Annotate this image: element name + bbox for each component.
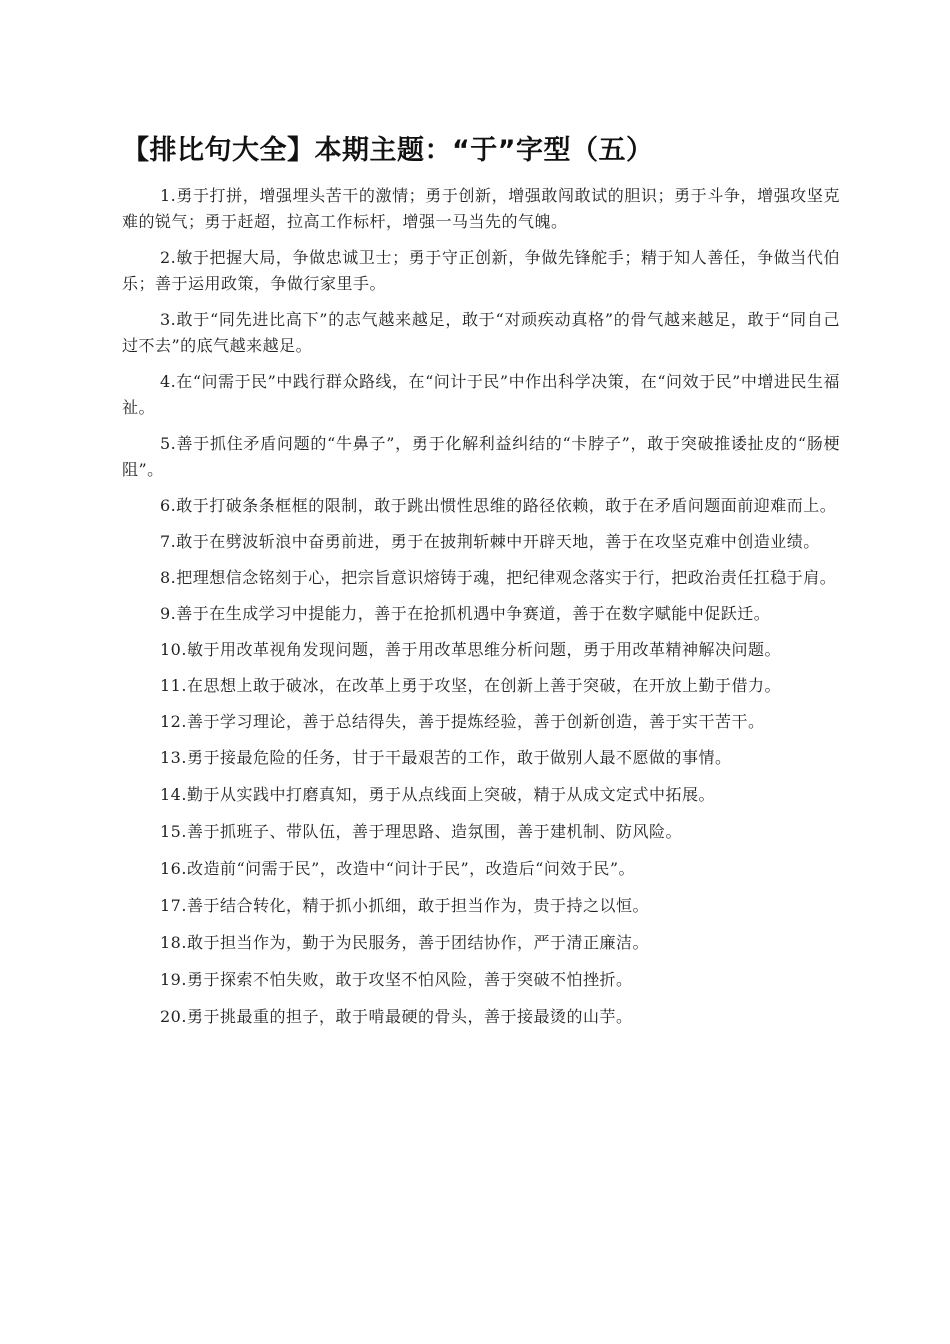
list-item: 20.勇于挑最重的担子，敢于啃最硬的骨头，善于接最烫的山芋。	[160, 1007, 633, 1026]
sentence-list	[122, 183, 840, 1041]
list-item: 6.敢于打破条条框框的限制，敢于跳出惯性思维的路径依赖，敢于在矛盾问题面前迎难而上。	[160, 496, 837, 515]
list-item: 8.把理想信念铭刻于心，把宗旨意识熔铸于魂，把纪律观念落实于行，把政治责任扛稳于肩。	[160, 568, 837, 587]
list-item: 19.勇于探索不怕失败，敢于攻坚不怕风险，善于突破不怕挫折。	[160, 970, 633, 989]
list-item: 7.敢于在劈波斩浪中奋勇前进，勇于在披荆斩棘中开辟天地，善于在攻坚克难中创造业绩。	[160, 532, 820, 551]
list-item: 9.善于在生成学习中提能力，善于在抢抓机遇中争赛道，善于在数字赋能中促跃迁。	[160, 604, 771, 623]
list-item: 4.在“问需于民”中践行群众路线，在“问计于民”中作出科学决策，在“问效于民”中增进民生福祉。	[122, 372, 840, 417]
list-item: 12.善于学习理论，善于总结得失，善于提炼经验，善于创新创造，善于实干苦干。	[160, 712, 765, 731]
list-item: 11.在思想上敢于破冰，在改革上勇于攻坚，在创新上善于突破，在开放上勤于借力。	[160, 676, 781, 695]
list-item: 16.改造前“问需于民”，改造中“问计于民”，改造后“问效于民”。	[160, 859, 636, 878]
list-item: 5.善于抓住矛盾问题的“牛鼻子”，勇于化解利益纠结的“卡脖子”，敢于突破推诿扯皮的“肠梗阻”。	[122, 434, 840, 479]
list-item: 3.敢于“同先进比高下”的志气越来越足，敢于“对顽疾动真格”的骨气越来越足，敢于“同自己过不去”的底气越来越足。	[122, 310, 840, 355]
list-item: 18.敢于担当作为，勤于为民服务，善于团结协作，严于清正廉洁。	[160, 933, 649, 952]
list-item: 1.勇于打拼，增强埋头苦干的激情；勇于创新，增强敢闯敢试的胆识；勇于斗争，增强攻坚克难的锐气；勇于赶超，拉高工作标杆，增强一马当先的气魄。	[122, 186, 840, 231]
list-item: 14.勤于从实践中打磨真知，勇于从点线面上突破，精于从成文定式中拓展。	[160, 785, 715, 804]
list-item: 10.敏于用改革视角发现问题，善于用改革思维分析问题，勇于用改革精神解决问题。	[160, 640, 781, 659]
page-title: 【排比句大全】本期主题：“于”字型（五）	[122, 135, 654, 166]
list-item: 15.善于抓班子、带队伍，善于理思路、造氛围，善于建机制、防风险。	[160, 822, 682, 841]
list-item: 2.敏于把握大局，争做忠诚卫士；勇于守正创新，争做先锋舵手；精于知人善任，争做当代伯乐；善于运用政策，争做行家里手。	[122, 248, 840, 293]
list-item: 17.善于结合转化，精于抓小抓细，敢于担当作为，贵于持之以恒。	[160, 896, 649, 915]
list-item: 13.勇于接最危险的任务，甘于干最艰苦的工作，敢于做别人最不愿做的事情。	[160, 748, 732, 767]
